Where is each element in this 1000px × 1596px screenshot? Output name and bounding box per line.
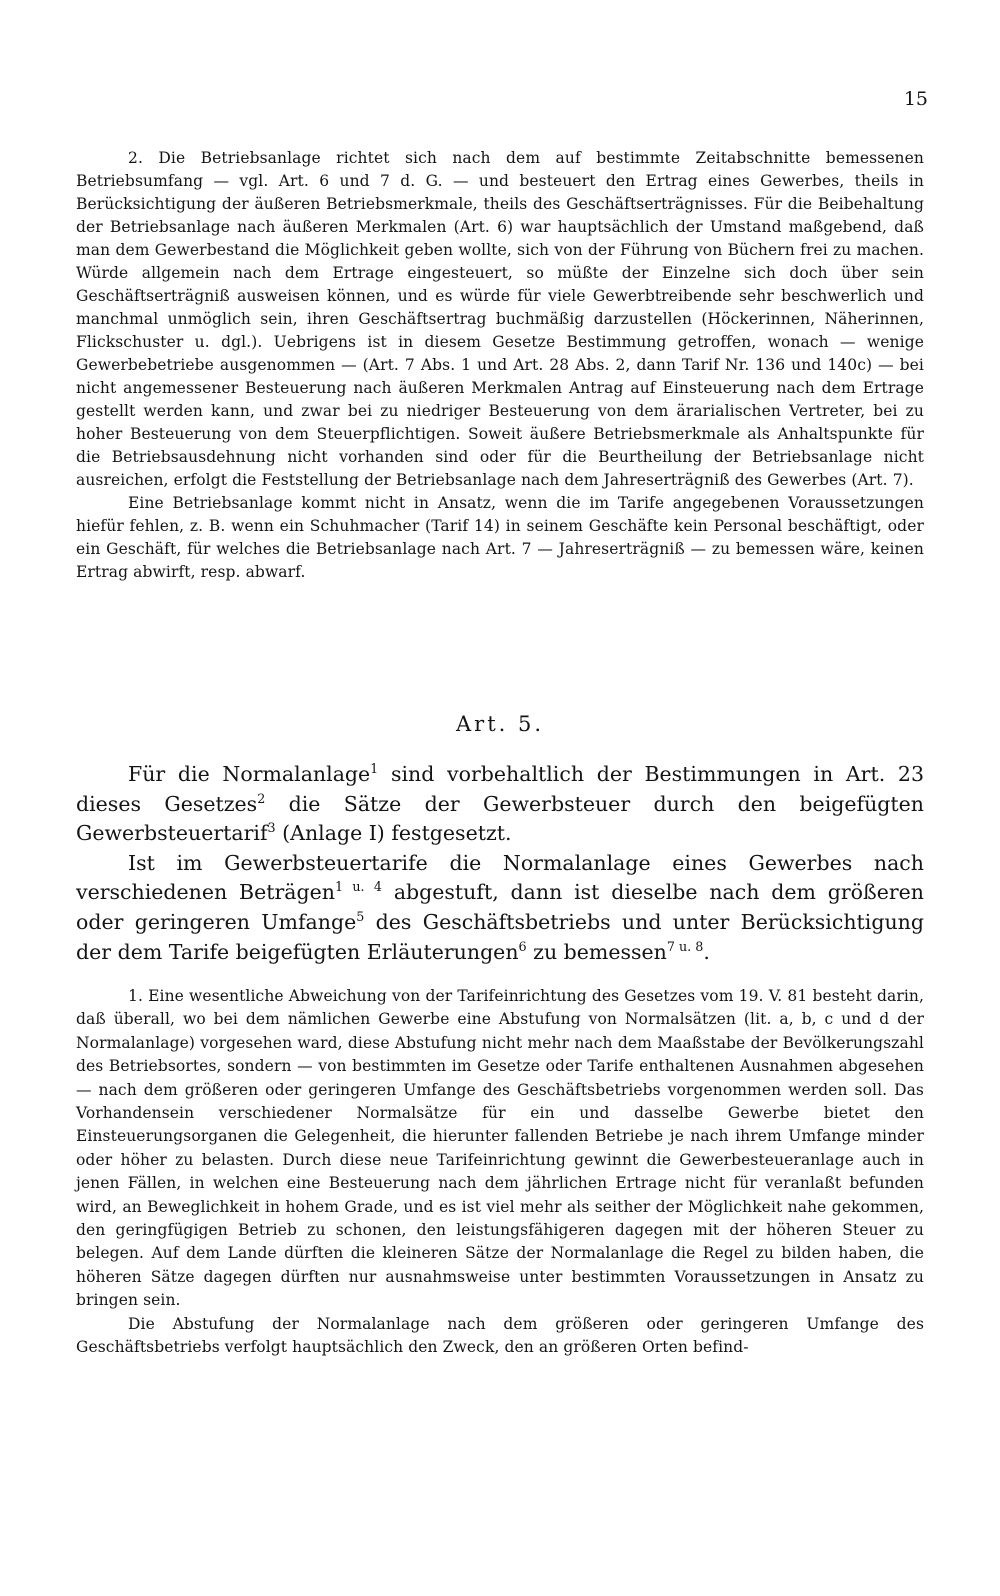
footnote-marker: 3 [267, 820, 276, 836]
article-heading: Art. 5. [455, 712, 545, 736]
note-paragraph: Eine Betriebsanlage kommt nicht in Ansatz, wenn die im Tarife angegebenen Voraussetzungen hiefür fehlen, z. B. wenn ein Schuhmacher (Tarif 14) in seinem Geschäfte kein Personal beschäftigt, oder ein Geschäft, für welches die Betriebsanlage nach Art. 7 — Jahreserträgniß — zu bemessen wäre, keinen Ertrag abwirft, resp. abwarf. [76, 494, 924, 581]
footnote-marker: 2 [257, 790, 266, 806]
law-text-segment: . [703, 939, 710, 964]
law-text-segment: zu bemessen [526, 939, 667, 964]
law-paragraph [76, 849, 924, 967]
footnote-marker: 1 u. 4 [334, 879, 382, 895]
footnotes-lower [76, 985, 924, 1360]
law-text-segment: (Anlage I) festgesetzt. [275, 821, 512, 846]
page-number: 15 [903, 88, 928, 110]
law-text-segment: abgestuft, dann ist dieselbe nach dem größeren oder geringeren Umfange [76, 880, 924, 934]
law-text [76, 760, 924, 967]
law-text-segment: sind vorbehaltlich der Bestimmungen in Art. 23 dieses Gesetzes [76, 762, 924, 816]
law-text-segment: die Sätze der Gewerbsteuer durch den beigefügten Gewerbsteuertarif [76, 791, 924, 846]
law-text-segment: des Geschäftsbetriebs und unter Berücksichtigung der dem Tarife beigefügten Erläuterungen [76, 909, 924, 964]
footnote-marker: 5 [356, 909, 365, 925]
footnote-marker: 7 u. 8 [666, 938, 704, 954]
footnote-marker: 1 [370, 761, 379, 777]
law-text-segment: Für die Normalanlage [128, 762, 371, 786]
note-paragraph: 1. Eine wesentliche Abweichung von der Tarifeinrichtung des Gesetzes vom 19. V. 81 besteht darin, daß überall, wo bei dem nämlichen Gewerbe eine Abstufung von Normalsätzen (lit. a, b, c und d der Normalanlage) vorgesehen ward, diese Abstufung nicht mehr nach dem Maaßstabe der Bevölkerungszahl des Betriebsortes, sondern — von bestimmten im Gesetze oder Tarife enthaltenen Ausnahmen abgesehen — nach dem größeren oder geringeren Umfange des Geschäftsbetriebs vorgenommen werden soll. Das Vorhandensein verschiedener Normalsätze für ein und dasselbe Gewerbe bietet den Einsteuerungsorganen die Gelegenheit, die hierunter fallenden Betriebe je nach ihrem Umfange minder oder höher zu belasten. Durch diese neue Tarifeinrichtung gewinnt die Gewerbesteueranlage auch in jenen Fällen, in welchen eine Besteuerung nach dem jährlichen Ertrage nicht für veranlaßt befunden wird, an Beweglichkeit in hohem Grade, und es ist viel mehr als seither der Möglichkeit nahe gekommen, den geringfügigen Betrieb zu schonen, den leistungsfähigeren dagegen mit der höheren Steuer zu belegen. Auf dem Lande dürften die kleineren Sätze der Normalanlage die Regel zu bilden haben, die höheren Sätze dagegen dürften nur ausnahmsweise unter bestimmten Voraussetzungen in Ansatz zu bringen sein. [76, 987, 924, 1310]
footnote-marker: 6 [518, 938, 527, 954]
note-paragraph: Die Abstufung der Normalanlage nach dem größeren oder geringeren Umfange des Geschäftsbetriebs verfolgt hauptsächlich den Zweck, den an größeren Orten befind- [76, 1314, 924, 1357]
law-text-segment: Ist im Gewerbsteuertarife die Normalanlage eines Gewerbes nach verschiedenen Beträgen [76, 850, 924, 905]
note-paragraph: 2. Die Betriebsanlage richtet sich nach dem auf bestimmte Zeitabschnitte bemessenen Betriebsumfang — vgl. Art. 6 und 7 d. G. — und besteuert den Ertrag eines Gewerbes, theils in Berücksichtigung der äußeren Betriebsmerkmale, theils des Geschäftserträgnisses. Für die Beibehaltung der Betriebsanlage nach äußeren Merkmalen (Art. 6) war hauptsächlich der Umstand maßgebend, daß man dem Gewerbestand die Möglichkeit geben wollte, sich von der Führung von Büchern frei zu machen. Würde allgemein nach dem Ertrage eingesteuert, so müßte der Einzelne sich doch über sein Geschäftserträgniß ausweisen können, und es würde für viele Gewerbtreibende sehr beschwerlich und manchmal unmöglich sein, ihren Geschäftsertrag buchmäßig darzustellen (Höckerinnen, Näherinnen, Flickschuster u. dgl.). Uebrigens ist in diesem Gesetze Bestimmung getroffen, wonach — wenige Gewerbebetriebe ausgenommen — (Art. 7 Abs. 1 und Art. 28 Abs. 2, dann Tarif Nr. 136 und 140c) — bei nicht angemessener Besteuerung nach äußeren Merkmalen Antrag auf Einsteuerung nach dem Ertrage gestellt werden kann, und zwar bei zu niedriger Besteuerung von dem ärarialischen Vertreter, bei zu hoher Besteuerung von dem Steuerpflichtigen. Soweit äußere Betriebsmerkmale als Anhaltspunkte für die Betriebsausdehnung nicht vorhanden sind oder für die Beurtheilung der Betriebsanlage nicht ausreichen, erfolgt die Feststellung der Betriebsanlage nach dem Jahreserträgniß des Gewerbes (Art. 7). [76, 149, 924, 489]
footnotes-upper [76, 147, 924, 584]
law-paragraph [76, 760, 924, 849]
